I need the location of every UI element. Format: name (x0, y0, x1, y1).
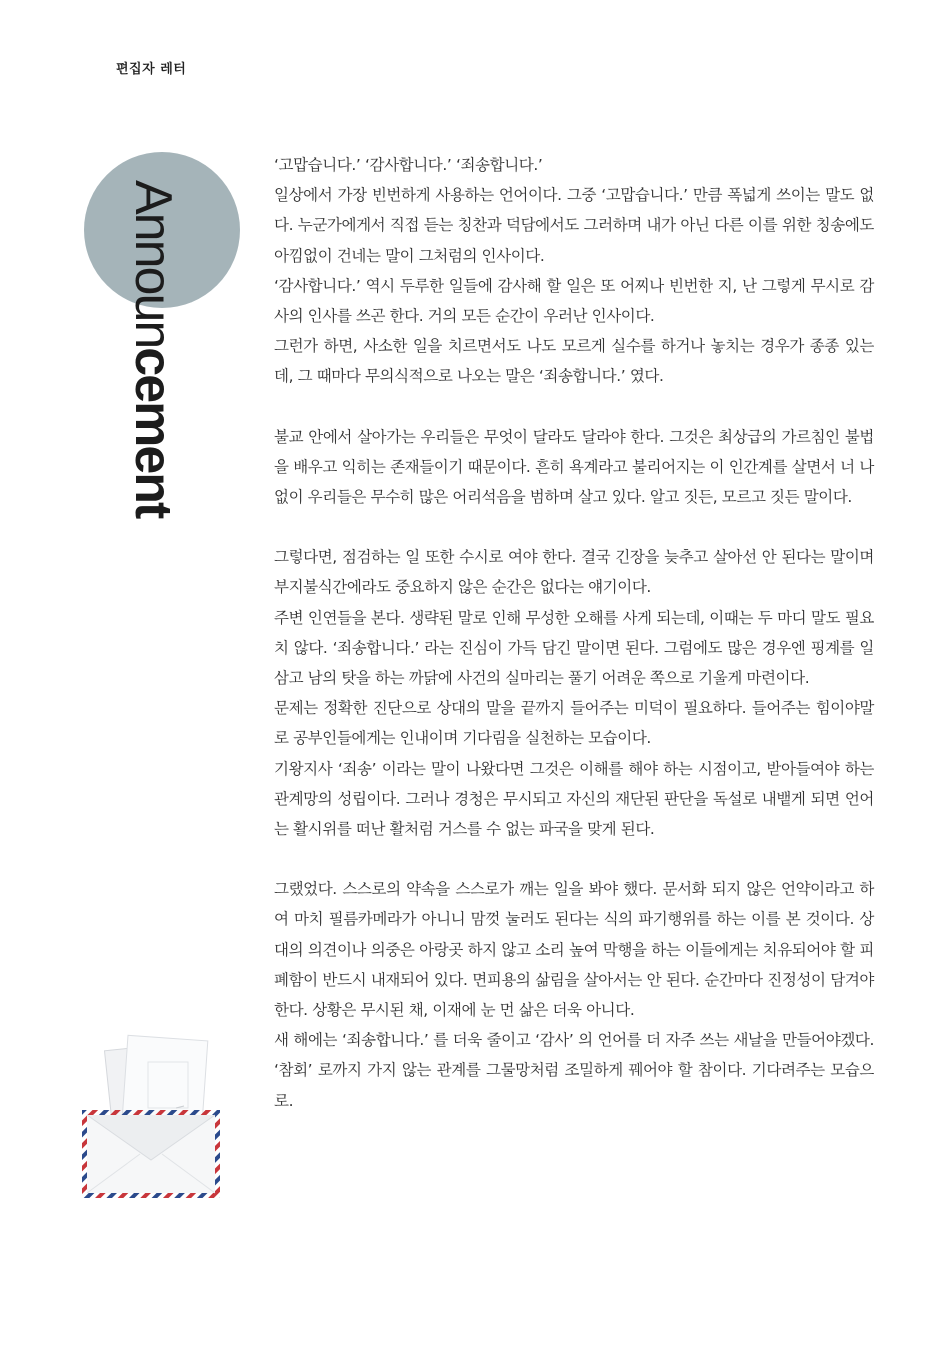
article-paragraph: 그런가 하면, 사소한 일을 치르면서도 나도 모르게 실수를 하거나 놓치는 경우가 종종 있는데, 그 때마다 무의식적으로 나오는 말은 ‘죄송합니다.’ 였다. (274, 337, 874, 386)
article-paragraph: 새 해에는 ‘죄송합니다.’ 를 더욱 줄이고 ‘감사’ 의 언어를 더 자주 쓰는 새날을 만들어야겠다. ‘참회’ 로까지 가지 않는 관계를 그물망처럼 조밀하게 꿰어야 할 참이다. 기다려주는 모습으로. (274, 1031, 874, 1110)
vertical-title-bold: cement (124, 347, 182, 518)
vertical-title-light: Announ (124, 180, 182, 348)
article-body (274, 150, 874, 1116)
article-paragraph: 일상에서 가장 빈번하게 사용하는 언어이다. 그중 ‘고맙습니다.’ 만큼 폭넓게 쓰이는 말도 없다. 누군가에게서 직접 듣는 칭찬과 덕담에서도 그러하며 내가 아닌 다른 이를 위한 칭송에도 아낌없이 건네는 말이 그처럼의 인사이다. (274, 186, 874, 265)
airmail-envelope-icon (80, 1032, 222, 1202)
section-label: 편집자 레터 (116, 62, 187, 77)
article-paragraph: 그렇다면, 점검하는 일 또한 수시로 여야 한다. 결국 긴장을 늦추고 살아선 안 된다는 말이며 부지불식간에라도 중요하지 않은 순간은 없다는 얘기이다. (274, 548, 874, 597)
vertical-title (124, 180, 182, 518)
article-paragraph: 그랬었다. 스스로의 약속을 스스로가 깨는 일을 봐야 했다. 문서화 되지 않은 언약이라고 하여 마치 필름카메라가 아니니 맘껏 눌러도 된다는 식의 파기행위를 하는 이를 본 것이다. 상대의 의견이나 의중은 아랑곳 하지 않고 소리 높여 막행을 하는 이들에게는 치유되어야 할 피폐함이 반드시 내재되어 있다. 면피용의 삶림을 살아서는 안 된다. 순간마다 진정성이 담겨야 한다. 상황은 무시된 채, 이재에 눈 먼 삶은 더욱 아니다. (274, 880, 874, 1020)
article-paragraph: 문제는 정확한 진단으로 상대의 말을 끝까지 들어주는 미덕이 필요하다. 들어주는 힘이야말로 공부인들에게는 인내이며 기다림을 실천하는 모습이다. (274, 699, 874, 748)
paragraph-gap (274, 512, 874, 542)
article-paragraph: ‘고맙습니다.’ ‘감사합니다.’ ‘죄송합니다.’ (274, 156, 543, 174)
article-paragraph: 주변 인연들을 본다. 생략된 말로 인해 무성한 오해를 사게 되는데, 이때는 두 마디 말도 필요치 않다. ‘죄송합니다.’ 라는 진심이 가득 담긴 말이면 된다. 그럼에도 많은 경우엔 핑계를 일삼고 남의 탓을 하는 까닭에 사건의 실마리는 풀기 어려운 쪽으로 기울게 마련이다. (274, 608, 874, 688)
article-paragraph: 불교 안에서 살아가는 우리들은 무엇이 달라도 달라야 한다. 그것은 최상급의 가르침인 불법을 배우고 익히는 존재들이기 때문이다. 흔히 욕계라고 불리어지는 이 인간계를 살면서 너 나 없이 우리들은 무수히 많은 어리석음을 범하며 살고 있다. 알고 짓든, 모르고 짓든 말이다. (274, 427, 874, 507)
article-paragraph: 기왕지사 ‘죄송’ 이라는 말이 나왔다면 그것은 이해를 해야 하는 시점이고, 받아들여야 하는 관계망의 성립이다. 그러나 경청은 무시되고 자신의 재단된 판단을 독설로 내뱉게 되면 언어는 활시위를 떠난 활처럼 거스를 수 없는 파국을 맞게 된다. (274, 759, 874, 839)
article-paragraph: ‘감사합니다.’ 역시 두루한 일들에 감사해 할 일은 또 어찌나 빈번한 지, 난 그렇게 무시로 감사의 인사를 쓰곤 한다. 거의 모든 순간이 우러난 인사이다. (274, 276, 874, 326)
paragraph-gap (274, 844, 874, 874)
paragraph-gap (274, 392, 874, 422)
